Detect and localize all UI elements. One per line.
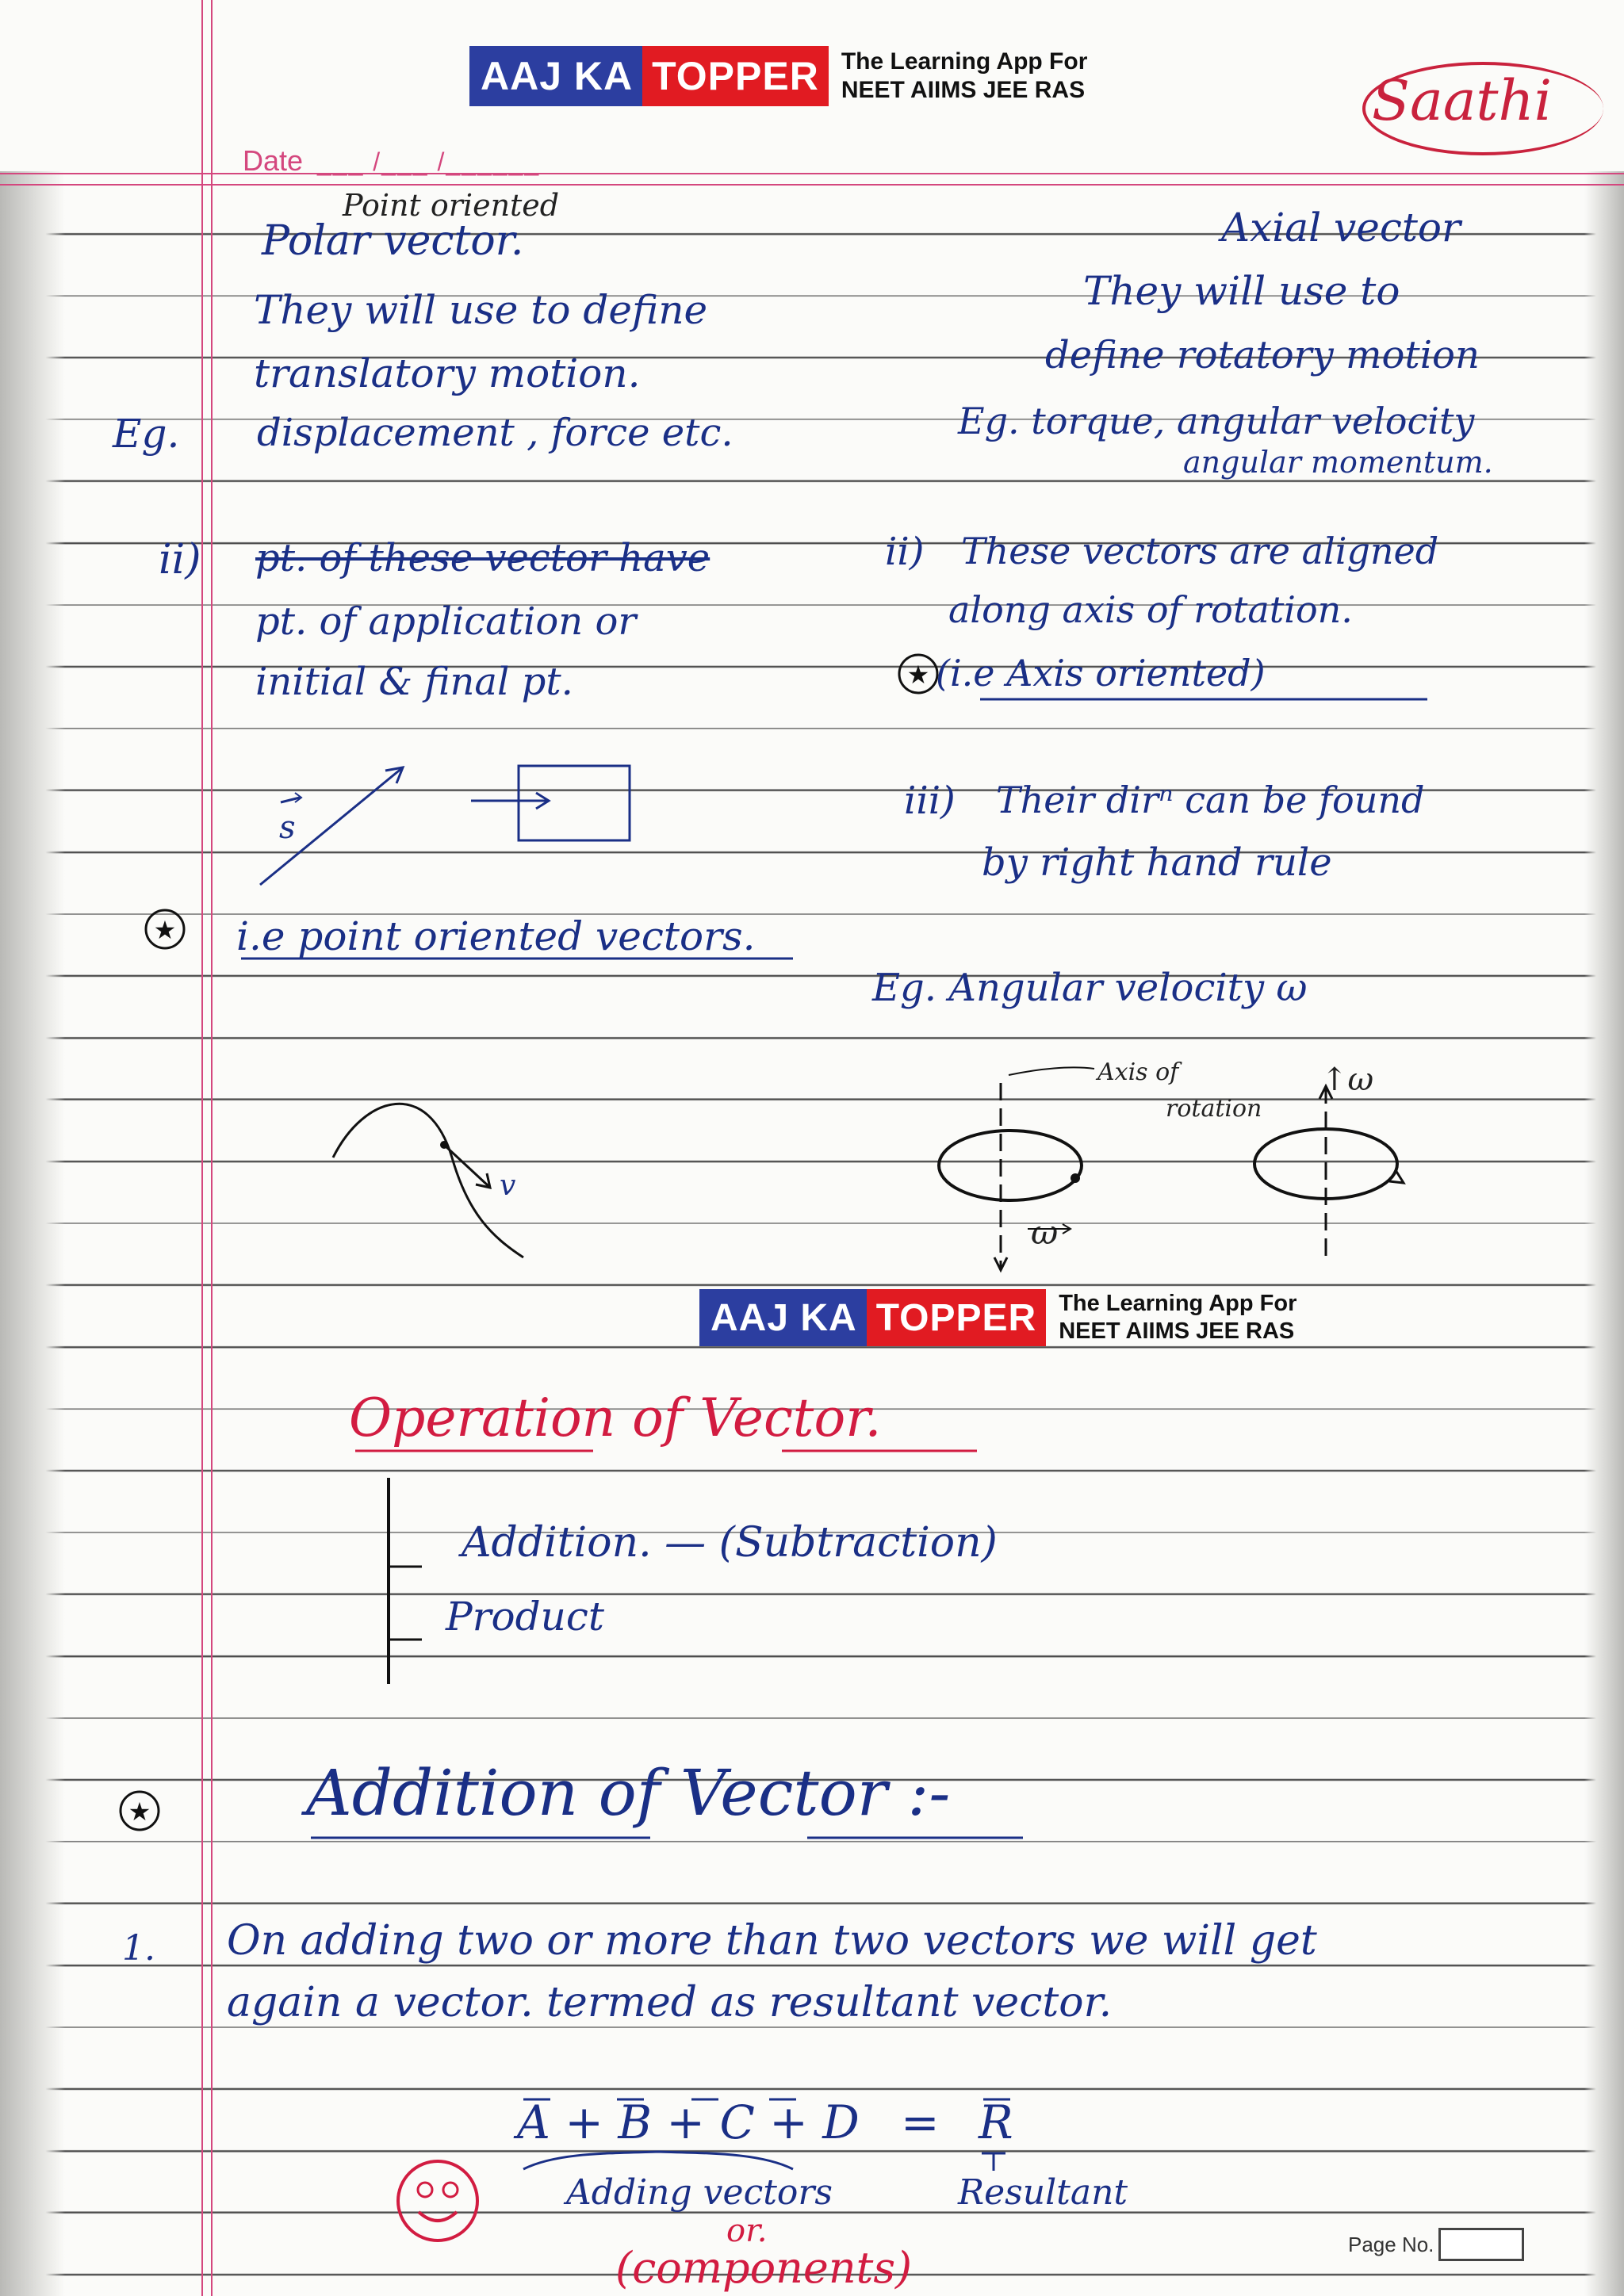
- axial-eg-cont: angular momentum.: [1183, 445, 1493, 480]
- operation-title: Operation of Vector.: [349, 1387, 882, 1448]
- axial-iii-label: iii): [904, 779, 956, 823]
- axis-label-1: Axis of: [1097, 1058, 1179, 1086]
- star-icon: [121, 1792, 159, 1830]
- equation-rhs-label: Resultant: [958, 2172, 1128, 2213]
- polar-title: Polar vector.: [262, 217, 524, 265]
- displacement-arrow: [260, 767, 403, 885]
- velocity-arrow: [444, 1145, 488, 1186]
- svg-text:★: ★: [128, 1797, 151, 1827]
- axial-iii-line1: Their dirⁿ can be found: [996, 779, 1425, 821]
- operation-item-addition: Addition. — (Subtraction): [462, 1519, 998, 1567]
- equation-rhs: R: [979, 2095, 1013, 2149]
- polar-ii-struck: pt. of these vector have: [255, 536, 710, 580]
- banner-topper-text: TOPPER: [642, 46, 829, 106]
- equation-components: (components): [615, 2243, 913, 2293]
- star-icon: [899, 655, 937, 693]
- equation-lhs-label: Adding vectors: [566, 2172, 833, 2213]
- polar-eg-label: Eg.: [113, 411, 180, 457]
- axis-label-2: rotation: [1166, 1095, 1262, 1123]
- banner-aaj-text: AAJ KA: [481, 54, 634, 98]
- displacement-vector-label: s: [279, 809, 296, 846]
- axial-title: Axial vector: [1221, 205, 1461, 251]
- velocity-vector-label: v: [500, 1169, 516, 1202]
- banner-tagline-line1: The Learning App For: [841, 48, 1088, 75]
- axial-ii-line1: These vectors are aligned: [961, 530, 1439, 572]
- rotation-diagram-1: [939, 1067, 1094, 1270]
- trajectory-curve: [333, 1104, 523, 1257]
- polar-summary: i.e point oriented vectors.: [236, 913, 756, 959]
- equation-lhs: A + B + C + D: [517, 2095, 860, 2149]
- banner-aaj-text: AAJ KA: [710, 1296, 857, 1339]
- rotation-diagram-2: [1254, 1086, 1404, 1261]
- equation-equals: =: [901, 2095, 940, 2149]
- date-blanks: ___ /___ /______: [317, 147, 541, 176]
- polar-ii-line2: initial & final pt.: [255, 660, 573, 704]
- star-icon: [146, 910, 184, 948]
- polar-line2: translatory motion.: [254, 350, 641, 396]
- brand-logo: Saathi: [1372, 68, 1553, 133]
- polar-ii-line1: pt. of application or: [255, 599, 637, 644]
- polar-ii-label: ii): [159, 536, 201, 584]
- polar-eg: displacement , force etc.: [257, 411, 733, 455]
- equation-marks: [523, 2095, 1010, 2171]
- smiley-face-icon: [398, 2161, 477, 2241]
- axial-eg: Eg. torque, angular velocity: [958, 400, 1475, 442]
- svg-text:★: ★: [906, 660, 930, 690]
- omega-label: ↑ω: [1321, 1062, 1374, 1098]
- banner-tagline-line1: The Learning App For: [1059, 1291, 1297, 1317]
- banner-tagline-line2: NEET AIIMS JEE RAS: [1059, 1318, 1295, 1344]
- page-number-label: Page No.: [1348, 2232, 1434, 2256]
- axial-line2: define rotatory motion: [1045, 333, 1480, 377]
- addition-title: Addition of Vector :-: [306, 1756, 951, 1830]
- axial-ii-label: ii): [885, 530, 925, 574]
- svg-text:★: ★: [153, 915, 177, 945]
- block-shape: [519, 766, 630, 840]
- addition-line1: On adding two or more than two vectors we will get: [227, 1917, 1317, 1965]
- axial-ii-line3: (i.e Axis oriented): [936, 652, 1266, 695]
- addition-number: 1.: [122, 1928, 155, 1969]
- axial-line1: They will use to: [1083, 268, 1400, 314]
- banner-topper-text: TOPPER: [867, 1289, 1047, 1346]
- date-label: Date: [243, 144, 304, 177]
- addition-line2: again a vector. termed as resultant vector.: [227, 1979, 1113, 2026]
- axial-eg-line: Eg. Angular velocity ω: [872, 966, 1308, 1010]
- lhs-brace: [523, 2152, 793, 2169]
- polar-note: Point oriented: [343, 188, 560, 223]
- polar-line1: They will use to define: [254, 287, 708, 333]
- omega-vector-label: ω: [1031, 1213, 1059, 1252]
- operation-bracket: [389, 1478, 422, 1684]
- axial-iii-line2: by right hand rule: [982, 840, 1332, 885]
- banner-tagline-line2: NEET AIIMS JEE RAS: [841, 77, 1086, 103]
- operation-item-product: Product: [446, 1594, 604, 1640]
- axial-ii-line2: along axis of rotation.: [948, 588, 1353, 631]
- equation-or: or.: [726, 2213, 768, 2249]
